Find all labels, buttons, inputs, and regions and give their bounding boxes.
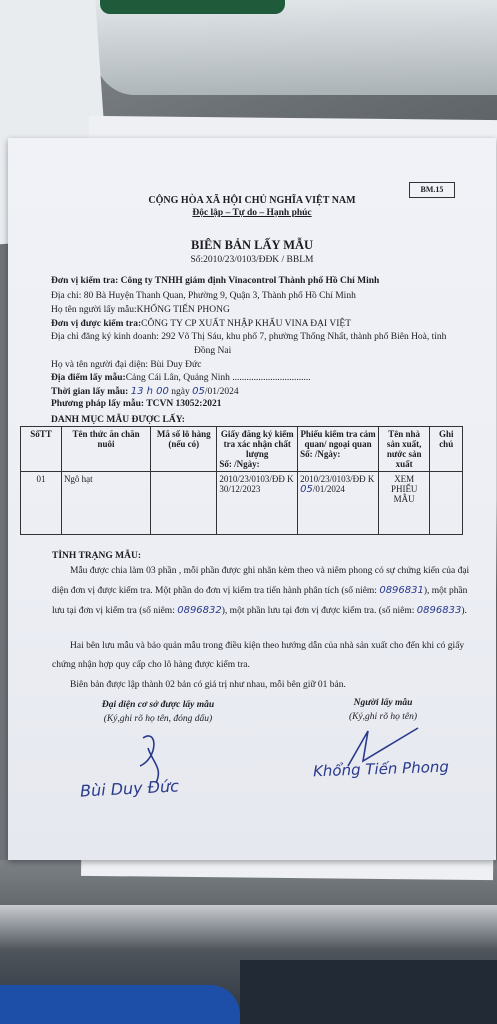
header-cell: Tên thức ăn chăn nuôi (61, 427, 150, 472)
header-cell: SốTT (21, 427, 62, 472)
left-sign-title: Đại diện cơ sở được lấy mẫu (101, 700, 215, 710)
table-cell (430, 472, 463, 535)
seal-number-1: 0896831 (379, 585, 424, 596)
left-sign-note: (Ký,ghi rõ họ tên, đóng dấu) (103, 714, 213, 724)
plastic-bag (95, 0, 497, 95)
nation-header: CỘNG HÒA XÃ HỘI CHỦ NGHĨA VIỆT NAM (148, 195, 356, 206)
status-paragraph-3: Biên bản được lập thành 02 bản có giá trị như nhau, mỗi bên giữ 01 bản. (70, 680, 346, 690)
blue-cloth (0, 985, 240, 1024)
doc-number: Số:2010/23/0103/ĐĐK / BBLM (190, 255, 314, 265)
header-cell: Mã số lô hàng (nếu có) (151, 427, 217, 472)
seal-number-2: 0896832 (177, 605, 222, 616)
table-cell: Ngô hạt (61, 472, 150, 535)
table-cell: 01 (21, 472, 62, 535)
sampling-method: Phương pháp lấy mẫu: TCVN 13052:2021 (51, 399, 222, 409)
representative: Họ và tên người đại diện: Bùi Duy Đức (51, 360, 202, 370)
header-cell: Ghi chú (430, 427, 463, 472)
list-title: DANH MỤC MẪU ĐƯỢC LẤY: (51, 415, 185, 425)
status-paragraph-1: Mẫu được chia làm 03 phần , mỗi phần được ghi nhãn kèm theo và niêm phong có sự chứng kiến của đại diện đơn vị được kiểm tra. Một phần do đơn vị kiểm tra tiến hành phân tích (số niêm: 0896831), một phần lưu tại đơn vị kiểm tra (số niêm: 0896832), một phần lưu tại đơn vị được kiểm tra. (số niêm: 0896833). (52, 566, 470, 616)
status-paragraph-2: Hai bên lưu mẫu và bảo quản mẫu trong điều kiện theo hướng dẫn của nhà sản xuất cho đến khi có giấy chứng nhận hợp quy cấp cho lô hàng được kiểm tra. (52, 641, 465, 670)
table-row (21, 472, 463, 535)
header-cell: Giấy đăng ký kiểm tra xác nhận chất lượng Số: /Ngày: (217, 427, 298, 472)
right-sign-title: Người lấy mẫu (353, 698, 413, 708)
header-cell: Tên nhà sản xuất, nước sản xuất (378, 427, 429, 472)
right-signature-name: Khổng Tiến Phong (312, 757, 450, 781)
sampling-time: Thời gian lấy mẫu: 13 h 00 ngày 05/01/2024 (51, 386, 239, 397)
metal-edge (0, 905, 497, 950)
inspected-address-2: Đồng Nai (194, 346, 232, 356)
doc-title: BIÊN BẢN LẤY MẪU (190, 238, 314, 252)
seal-number-3: 0896833 (416, 605, 462, 616)
status-title: TÌNH TRẠNG MẪU: (52, 551, 142, 561)
sampler-name: Họ tên người lấy mẫu:KHỔNG TIẾN PHONG (51, 305, 230, 315)
inspector-address: Địa chỉ: 80 Bà Huyện Thanh Quan, Phường 9, Quận 3, Thành phố Hồ Chí Minh (51, 291, 356, 301)
document-sheet (8, 138, 496, 860)
dark-cloth (240, 960, 497, 1024)
sampling-location: Địa điểm lấy mẫu:Cảng Cái Lân, Quảng Ninh ................................. (51, 373, 311, 383)
table-header-row (21, 427, 463, 472)
inspected-line: Đơn vị được kiểm tra:CÔNG TY CP XUẤT NHẬP KHẨU VINA ĐẠI VIỆT (51, 319, 351, 329)
table-cell: XEM PHIẾU MẪU (378, 472, 429, 535)
table-cell: 2010/23/0103/ĐĐ K 05/01/2024 (298, 472, 379, 535)
green-object (100, 0, 285, 14)
header-cell: Phiếu kiểm tra cảm quan/ ngoại quan Số: /Ngày: (298, 427, 379, 472)
form-code: BM.15 (409, 182, 455, 198)
sample-table (20, 426, 463, 535)
table-cell (151, 472, 217, 535)
left-signature-name: Bùi Duy Đức (79, 776, 180, 801)
table-cell: 2010/23/0103/ĐĐ K 30/12/2023 (217, 472, 298, 535)
motto: Độc lập – Tự do – Hạnh phúc (192, 208, 312, 218)
right-sign-note: (Ký,ghi rõ họ tên) (348, 712, 418, 722)
inspector-line: Đơn vị kiểm tra: Công ty TNHH giám định Vinacontrol Thành phố Hồ Chí Minh (51, 276, 380, 286)
inspected-address-1: Địa chỉ đăng ký kinh doanh: 292 Võ Thị Sáu, khu phố 7, phường Thống Nhất, thành phố Biên Hoà, tỉnh (51, 332, 447, 342)
